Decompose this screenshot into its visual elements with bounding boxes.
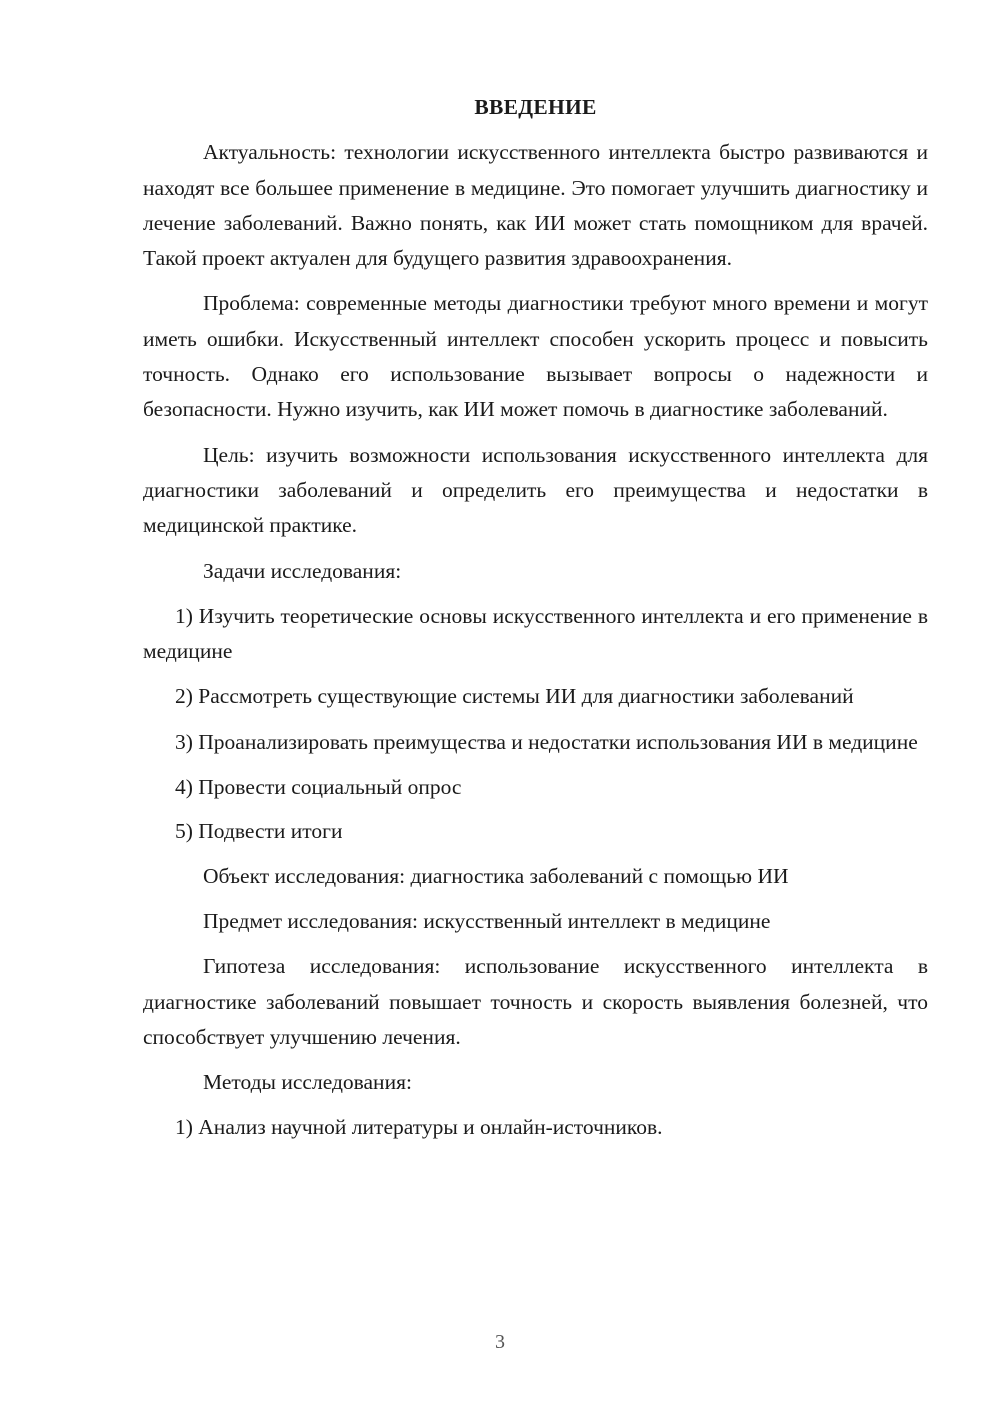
relevance-paragraph: Актуальность: технологии искусственного интеллекта быстро развиваются и находят все большее применение в медицине. Это помогает улучшить диагностику и лечение заболеваний. Важно понять, как ИИ может стать помощником для врачей. Такой проект актуален для будущего развития здравоохранения. <box>143 140 928 271</box>
goal-paragraph: Цель: изучить возможности использования искусственного интеллекта для диагностики заболеваний и определить его преимущества и недостатки в медицинской практике. <box>143 442 928 538</box>
task-item: 5) Подвести итоги <box>175 819 343 844</box>
page-number: 3 <box>495 1331 505 1353</box>
document-page <box>143 90 928 1155</box>
methods-title: Методы исследования: <box>203 1070 412 1095</box>
tasks-title: Задачи исследования: <box>203 558 402 583</box>
section-heading: ВВЕДЕНИЕ <box>474 95 597 119</box>
subject-line: Предмет исследования: искусственный интеллект в медицине <box>203 908 771 933</box>
task-item: 4) Провести социальный опрос <box>175 775 462 800</box>
task-item: 3) Проанализировать преимущества и недостатки использования ИИ в медицине <box>175 729 918 754</box>
task-item: 2) Рассмотреть существующие системы ИИ для диагностики заболеваний <box>175 684 854 709</box>
method-item: 1) Анализ научной литературы и онлайн-источников. <box>175 1115 663 1140</box>
object-line: Объект исследования: диагностика заболеваний с помощью ИИ <box>203 863 789 888</box>
problem-paragraph: Проблема: современные методы диагностики требуют много времени и могут иметь ошибки. Искусственный интеллект способен ускорить процесс и повысить точность. Однако его использование вызывает вопросы о надежности и безопасности. Нужно изучить, как ИИ может помочь в диагностике заболеваний. <box>143 291 928 422</box>
hypothesis-paragraph: Гипотеза исследования: использование искусственного интеллекта в диагностике заболеваний повышает точность и скорость выявления болезней, что способствует улучшению лечения. <box>143 954 928 1049</box>
task-item: 1) Изучить теоретические основы искусственного интеллекта и его применение в медицине <box>143 603 928 664</box>
